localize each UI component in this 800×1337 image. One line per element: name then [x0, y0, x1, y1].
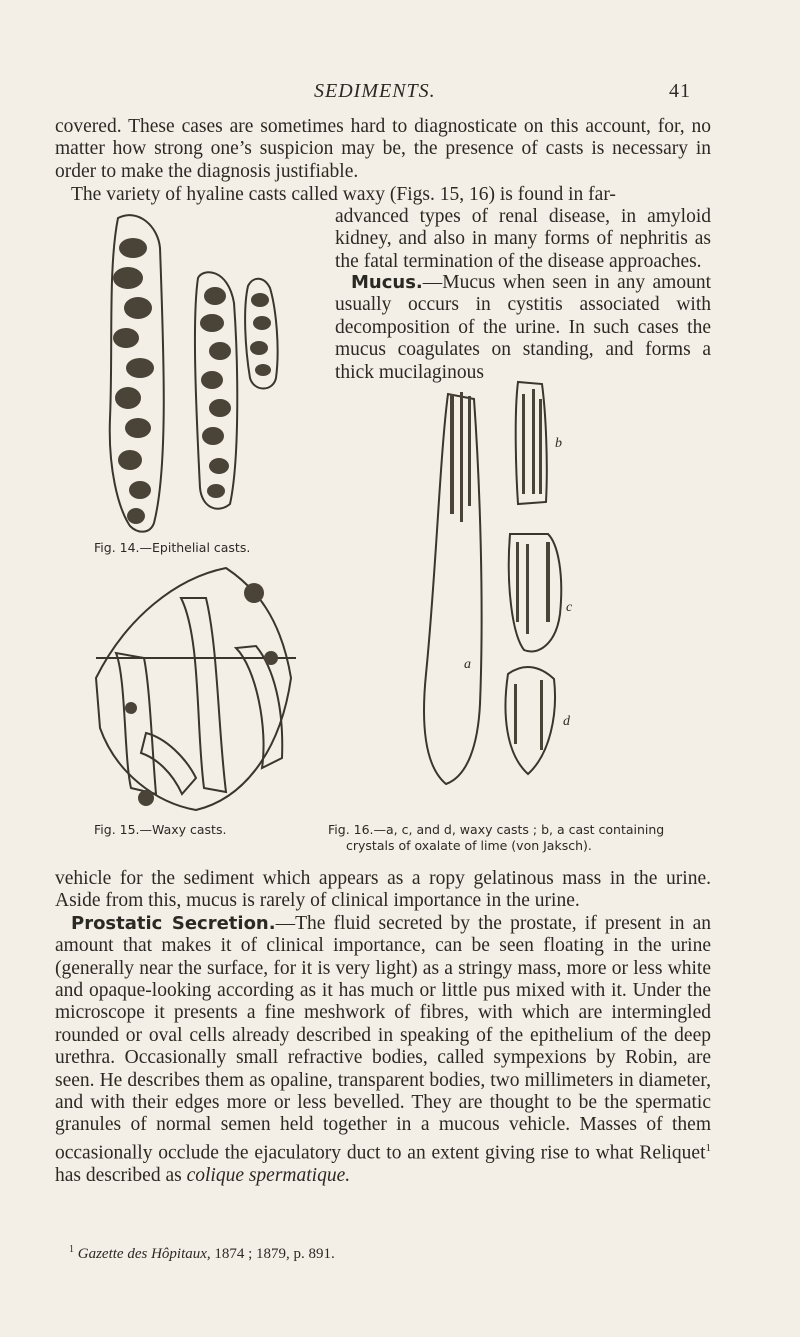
fig16-label-c: c: [566, 600, 573, 615]
paragraph-covered: covered. These cases are sometimes hard to diagnosticate on this account, for, no matter how strong one’s suspicion may be, the presence of casts is necessary in order to make the diagnosis justifiable.: [55, 116, 711, 182]
fig16-label-b: b: [555, 436, 562, 451]
paragraph-prostatic: [55, 913, 711, 1187]
prostatic-text-end: has described as: [55, 1164, 187, 1186]
figure-15-caption: Fig. 15.—Waxy casts.: [94, 822, 227, 837]
footnote-mark: 1: [69, 1244, 74, 1255]
lower-text-block: [55, 868, 711, 1187]
fig16-label-a: a: [464, 657, 471, 672]
heading-prostatic-secretion: Prostatic Secretion.: [71, 912, 276, 934]
footnote-details: 1874 ; 1879, p. 891.: [210, 1246, 335, 1262]
paragraph-mucus: [335, 272, 711, 384]
paragraph-vehicle: vehicle for the sediment which appears as a ropy gelatinous mass in the urine. Aside from this, mucus is rarely of clinical importance in the urine.: [55, 868, 711, 912]
figure-16-waxy-casts: [408, 374, 608, 814]
footnote: [69, 1244, 709, 1263]
paragraph-waxy-continued: advanced types of renal disease, in amyloid kidney, and also in many forms of nephritis as the fatal termination of the disease approaches.: [335, 206, 711, 272]
figure-14-epithelial-casts: [88, 208, 298, 538]
figure-16-caption-line-1: Fig. 16.—a, c, and d, waxy casts ; b, a cast containing: [328, 822, 665, 837]
page-number: 41: [669, 80, 691, 102]
fig16-label-d: d: [563, 714, 570, 729]
footnote-source: Gazette des Hôpitaux,: [77, 1246, 211, 1262]
paragraph-waxy-variety: The variety of hyaline casts called waxy (Figs. 15, 16) is found in far-: [71, 184, 616, 205]
footnote-reference[interactable]: 1: [705, 1141, 711, 1154]
figure-15-waxy-casts: [86, 558, 298, 820]
running-title: SEDIMENTS.: [314, 80, 436, 102]
figure-14-caption: Fig. 14.—Epithelial casts.: [94, 540, 251, 555]
figure-16-caption-line-2: crystals of oxalate of lime (von Jaksch).: [346, 838, 592, 853]
prostatic-italic: colique spermatique.: [186, 1164, 351, 1186]
prostatic-text: —The fluid secreted by the prostate, if present in an amount that makes it of clinical importance, can be seen floating in the urine (generally near the surface, for it is very light) as a stringy mass, more or less white and opaque-looking according as it has much or little pus mixed with it. Under the microscope it presents a fine meshwork of fibres, with which are intermingled rounded or oval cells already described in speaking of the epithelium of the deep urethra. Occasionally small refractive bodies, called sympexions by Robin, are seen. He describes them as opaline, transparent bodies, two millimeters in diameter, and with their edges more or less bevelled. They are thought to be the spermatic granules of normal semen held together in a mucous vehicle. Masses of them occasionally occlude the ejaculatory duct to an extent giving rise to what Reliquet: [55, 912, 711, 1164]
page-header: [0, 80, 800, 106]
heading-mucus: Mucus.: [351, 272, 423, 293]
mucus-text: —Mucus when seen in any amount usually occurs in cystitis associated with decomposition of the urine. In such cases the mucus coagulates on standing, and forms a thick mucilaginous: [335, 272, 711, 383]
